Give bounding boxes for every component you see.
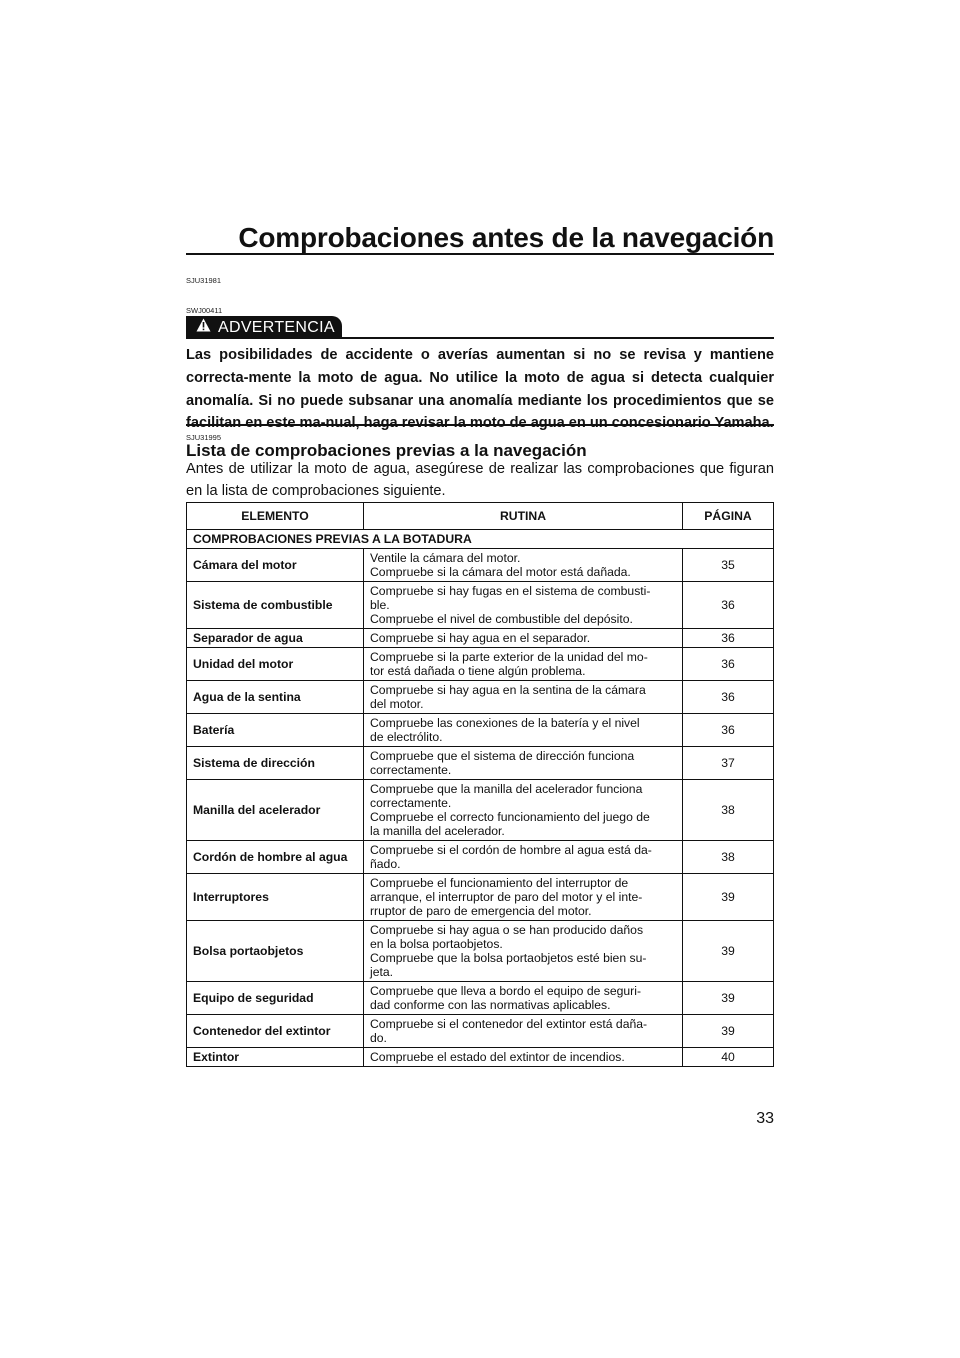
row-routine: Compruebe el estado del extintor de incendios. <box>364 1048 683 1067</box>
table-row <box>187 714 774 747</box>
row-element: Sistema de combustible <box>187 582 364 629</box>
table-row <box>187 582 774 629</box>
row-page: 39 <box>683 1015 774 1048</box>
row-page: 39 <box>683 921 774 982</box>
row-routine: Ventile la cámara del motor. Compruebe si la cámara del motor está dañada. <box>364 549 683 582</box>
warning-code: SWJ00411 <box>186 306 223 315</box>
warning-header <box>186 316 774 340</box>
row-element: Extintor <box>187 1048 364 1067</box>
table-row <box>187 841 774 874</box>
table-section-row <box>187 530 774 549</box>
row-element: Manilla del acelerador <box>187 780 364 841</box>
row-page: 39 <box>683 982 774 1015</box>
row-page: 40 <box>683 1048 774 1067</box>
table-row <box>187 1015 774 1048</box>
table-row <box>187 629 774 648</box>
row-element: Unidad del motor <box>187 648 364 681</box>
row-page: 35 <box>683 549 774 582</box>
row-routine: Compruebe si hay agua en el separador. <box>364 629 683 648</box>
checklist-table <box>186 502 774 1067</box>
row-page: 36 <box>683 681 774 714</box>
row-page: 38 <box>683 841 774 874</box>
row-routine: Compruebe que lleva a bordo el equipo de seguri- dad conforme con las normativas aplicables. <box>364 982 683 1015</box>
header-pagina: PÁGINA <box>683 503 774 530</box>
intro-text: Antes de utilizar la moto de agua, asegúrese de realizar las comprobaciones que figuran en la lista de comprobaciones siguiente. <box>186 461 774 499</box>
row-page: 39 <box>683 874 774 921</box>
table-row <box>187 648 774 681</box>
section-title: Lista de comprobaciones previas a la navegación <box>186 441 587 460</box>
table-row <box>187 549 774 582</box>
row-routine: Compruebe si la parte exterior de la unidad del mo- tor está dañada o tiene algún problema. <box>364 648 683 681</box>
row-routine: Compruebe si el contenedor del extintor está daña- do. <box>364 1015 683 1048</box>
row-routine: Compruebe que el sistema de dirección funciona correctamente. <box>364 747 683 780</box>
reference-code: SJU31981 <box>186 276 222 285</box>
table-row <box>187 921 774 982</box>
row-routine: Compruebe si hay agua o se han producido daños en la bolsa portaobjetos. Compruebe que la bolsa portaobjetos esté bien su- jeta. <box>364 921 683 982</box>
row-page: 36 <box>683 714 774 747</box>
row-routine: Compruebe si hay fugas en el sistema de combusti- ble. Compruebe el nivel de combustible del depósito. <box>364 582 683 629</box>
table-row <box>187 780 774 841</box>
table-row <box>187 982 774 1015</box>
row-element: Cordón de hombre al agua <box>187 841 364 874</box>
row-element: Batería <box>187 714 364 747</box>
row-page: 38 <box>683 780 774 841</box>
row-page: 36 <box>683 582 774 629</box>
row-element: Equipo de seguridad <box>187 982 364 1015</box>
table-row <box>187 874 774 921</box>
row-element: Contenedor del extintor <box>187 1015 364 1048</box>
warning-rule <box>342 337 774 339</box>
row-routine: Compruebe si el cordón de hombre al agua está da- ñado. <box>364 841 683 874</box>
warning-badge <box>186 316 342 339</box>
table-row <box>187 747 774 780</box>
header-elemento: ELEMENTO <box>187 503 364 530</box>
warning-text: Las posibilidades de accidente o averías aumentan si no se revisa y mantiene correcta-mente la moto de agua. No utilice la moto de agua si detecta cualquier anomalía. Si no puede subsanar una anomalía mediante los procedimientos que se facilitan en este ma-nual, haga revisar la moto de agua en un concesionario Yamaha. <box>186 347 774 432</box>
row-page: 36 <box>683 629 774 648</box>
table-row <box>187 681 774 714</box>
header-rutina: RUTINA <box>364 503 683 530</box>
page-title: Comprobaciones antes de la navegación <box>238 222 774 253</box>
table-row <box>187 1048 774 1067</box>
row-page: 36 <box>683 648 774 681</box>
row-routine: Compruebe el funcionamiento del interruptor de arranque, el interruptor de paro del motor y el inte- rruptor de paro de emergencia del motor. <box>364 874 683 921</box>
row-element: Sistema de dirección <box>187 747 364 780</box>
row-element: Interruptores <box>187 874 364 921</box>
row-element: Separador de agua <box>187 629 364 648</box>
warning-bottom-rule <box>186 424 774 426</box>
row-element: Bolsa portaobjetos <box>187 921 364 982</box>
section-row-label: COMPROBACIONES PREVIAS A LA BOTADURA <box>187 530 774 549</box>
row-routine: Compruebe las conexiones de la batería y el nivel de electrólito. <box>364 714 683 747</box>
title-rule <box>186 253 774 255</box>
warning-label: ADVERTENCIA <box>218 318 335 336</box>
table-header-row <box>187 503 774 530</box>
row-routine: Compruebe si hay agua en la sentina de la cámara del motor. <box>364 681 683 714</box>
row-page: 37 <box>683 747 774 780</box>
row-routine: Compruebe que la manilla del acelerador funciona correctamente. Compruebe el correcto funcionamiento del juego de la manilla del acelerador. <box>364 780 683 841</box>
row-element: Cámara del motor <box>187 549 364 582</box>
warning-triangle-icon <box>196 318 211 337</box>
row-element: Agua de la sentina <box>187 681 364 714</box>
page-number: 33 <box>756 1110 774 1127</box>
section-code: SJU31995 <box>186 433 222 442</box>
